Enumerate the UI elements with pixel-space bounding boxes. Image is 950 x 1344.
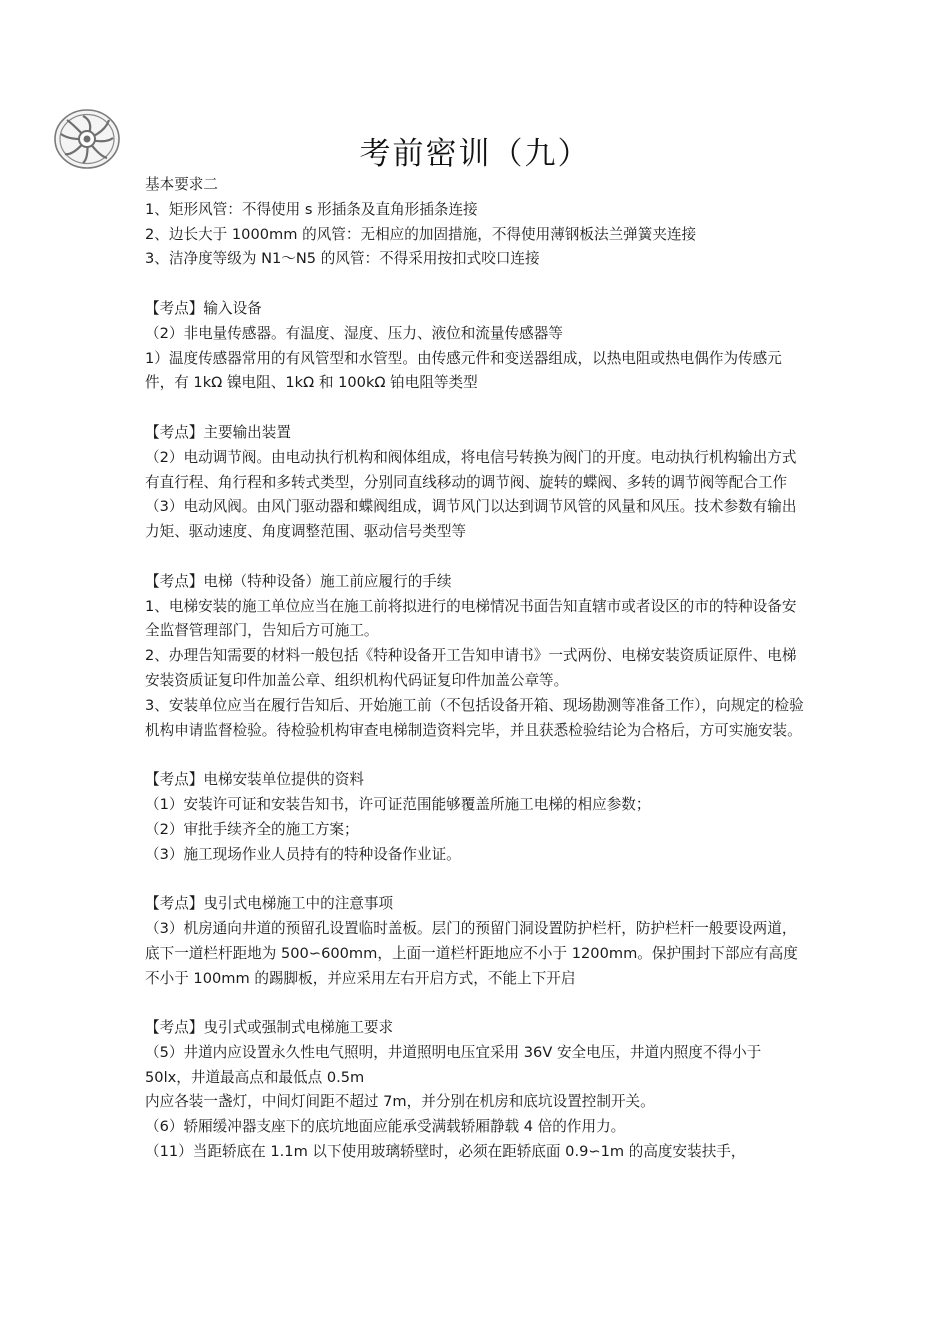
section-basic-requirements xyxy=(145,173,810,272)
paragraph: （3）施工现场作业人员持有的特种设备作业证。 xyxy=(145,845,461,863)
section-heading: 【考点】电梯安装单位提供的资料 xyxy=(145,771,364,789)
document-body xyxy=(145,173,810,1165)
section-output-devices xyxy=(145,421,810,545)
paragraph: （1）安装许可证和安装告知书，许可证范围能够覆盖所施工电梯的相应参数； xyxy=(145,795,651,813)
section-heading: 【考点】电梯（特种设备）施工前应履行的手续 xyxy=(145,572,452,590)
paragraph: 3、洁净度等级为 N1～N5 的风管：不得采用按扣式咬口连接 xyxy=(145,250,540,268)
section-heading: 【考点】主要输出装置 xyxy=(145,423,291,441)
paragraph: 内应各装一盏灯，中间灯间距不超过 7m，并分别在机房和底坑设置控制开关。 xyxy=(145,1093,655,1111)
paragraph: （6）轿厢缓冲器支座下的底坑地面应能承受满载轿厢静载 4 倍的作用力。 xyxy=(145,1118,626,1136)
paragraph: （2）审批手续齐全的施工方案； xyxy=(145,820,359,838)
paragraph: 1、电梯安装的施工单位应当在施工前将拟进行的电梯情况书面告知直辖市或者设区的市的特种设备安全监督管理部门，告知后方可施工。 xyxy=(145,597,797,640)
paragraph: 基本要求二 xyxy=(145,176,218,193)
section-installer-documents xyxy=(145,768,810,867)
paragraph: （11）当距轿底在 1.1m 以下使用玻璃轿壁时，必须在距轿底面 0.9∽1m 的高度安装扶手， xyxy=(145,1143,746,1161)
section-elevator-procedures xyxy=(145,570,810,744)
paragraph: （3）电动风阀。由风门驱动器和蝶阀组成，调节风门以达到调节风管的风量和风压。技术参数有输出力矩、驱动速度、角度调整范围、驱动信号类型等 xyxy=(145,498,797,541)
paragraph: （2）电动调节阀。由电动执行机构和阀体组成，将电信号转换为阀门的开度。电动执行机构输出方式有直行程、角行程和多转式类型，分别同直线移动的调节阀、旋转的蝶阀、多转的调节阀等配合工作 xyxy=(145,448,797,491)
paragraph: （3）机房通向井道的预留孔设置临时盖板。层门的预留门洞设置防护栏杆，防护栏杆一般要设两道，底下一道栏杆距地为 500∽600mm，上面一道栏杆距地应不小于 1200mm。保护围封下部应有高度不小于 100mm 的踢脚板，并应采用左右开启方式，不能上下开启 xyxy=(145,919,798,987)
paragraph: 1）温度传感器常用的有风管型和水管型。由传感元件和变送器组成，以热电阻或热电偶作为传感元件，有 1kΩ 镍电阻、1kΩ 和 100kΩ 铂电阻等类型 xyxy=(145,349,782,392)
section-heading: 【考点】曳引式或强制式电梯施工要求 xyxy=(145,1019,394,1037)
section-input-devices xyxy=(145,297,810,396)
paragraph: 1、矩形风管：不得使用 s 形插条及直角形插条连接 xyxy=(145,200,478,218)
paragraph: 3、安装单位应当在履行告知后、开始施工前（不包括设备开箱、现场勘测等准备工作），向规定的检验机构申请监督检验。待检验机构审查电梯制造资料完毕，并且获悉检验结论为合格后，方可实施安装。 xyxy=(145,696,804,739)
paragraph: 2、边长大于 1000mm 的风管：无相应的加固措施，不得使用薄钢板法兰弹簧夹连接 xyxy=(145,225,697,243)
section-heading: 【考点】输入设备 xyxy=(145,299,262,317)
section-heading: 【考点】曳引式电梯施工中的注意事项 xyxy=(145,895,394,913)
section-traction-forced-elevator-requirements xyxy=(145,1016,810,1165)
paragraph: （5）井道内应设置永久性电气照明，井道照明电压宜采用 36V 安全电压，井道内照度不得小于 50lx，井道最高点和最低点 0.5m xyxy=(145,1043,762,1086)
page-title: 考前密训（九） xyxy=(359,136,591,172)
section-traction-elevator-notes xyxy=(145,892,810,991)
paragraph: 2、办理告知需要的材料一般包括《特种设备开工告知申请书》一式两份、电梯安装资质证原件、电梯安装资质证复印件加盖公章、组织机构代码证复印件加盖公章等。 xyxy=(145,647,797,689)
paragraph: （2）非电量传感器。有温度、湿度、压力、液位和流量传感器等 xyxy=(145,324,563,342)
